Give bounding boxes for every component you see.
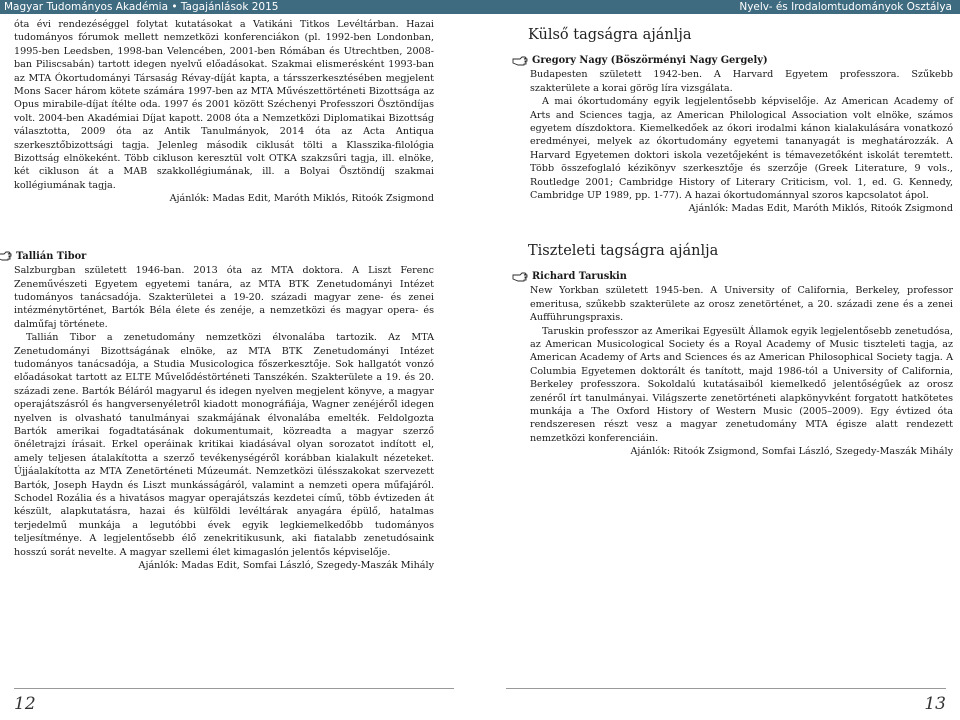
recommenders: Ajánlók: Madas Edit, Maróth Miklós, Ritoók Zsigmond <box>169 193 434 205</box>
header-journal: Magyar Tudományos Akadémia • Tagajánlások 2015 <box>0 0 480 14</box>
continued-paragraph: ótа évi rendezéséggel folytat kutatásokat a Vatikáni Titkos Levéltárban. Hazai tudományos fórumok mellett nemzetközi konferenciákon (pl. 1992-ben Londonban, 1995-ben Leedsben, 1998-ban Velencében, 2001-ben Rómában és Utrechtben, 2008-ban Piliscsabán) tartott idegen nyelvű előadásokat. Szakmai elismerésként 1993-ban az MTA Ókortudományi Társaság Révay-díját kapta, a társszerkesztésében megjelent Mons Sacer három kötete számára 1997-ben az MTA Művészettörténeti Bizottsága az Opus mirabile-díjat ítélte oda. 1997 és 2001 között Széchenyi Professzori Ösztöndíjas volt. 2004-ben Akadémiai Díjat kapott. 2008 óta a Nemzetközi Diplomatikai Bizottság választotta, 2009 óta az Antik Tanulmányok, 2014 óta az Acta Antiqua szerkesztőbizottsági tagja. Jelenleg második ciklusát tölti a Klasszika-filológia Bizottság elnökeként. Több cikluson keresztül volt OTKA szakzsűri tagja, ill. elnöke, két cikluson át a MAB szakkollégiumának, ill. a Bolyai Ösztöndíj szakmai kollégiumának tagja. <box>14 19 434 191</box>
nominee-name: Gregory Nagy (Böszörményi Nagy Gergely) <box>532 55 768 66</box>
header-section: Nyelv- és Irodalomtudományok Osztálya <box>480 0 960 14</box>
recommenders: Ajánlók: Madas Edit, Somfai László, Szegedy-Maszák Mihály <box>138 560 434 572</box>
section-title-honorary: Tiszteleti tagságra ajánlja <box>528 242 719 259</box>
nominee-merits: Tallián Tibor a zenetudomány nemzetközi élvonalába tartozik. Az MTA Zenetudományi Bizottságának elnöke, az MTA BTK Zenetudományi Intézet tudományos tanácsadója, a Studia Musicologica főszerkesztője. Sok hallgatót vonzó előadásokat tartott az ELTE Művelődéstörténeti Tanszékén. Szakterülete a 19. és 20. századi zene. Bartók Béláról magyarul és idegen nyelven megjelent könyve, a magyar operajátszásról és hangversenyéletről kiadott monográfiája, Wagner zenéjéről idegen nyelven is olvasható tanulmányai szakmájának élvonalába emelték. Feldolgozta Bartók amerikai fogadtatásának dokumentumait, közreadta a magyar szerző önéletrajzi írásait. Erkel operáinak kritikai kiadásával olyan sorozatot indított el, amely teljesen átalakította a szerző tevékenységéről korábban kialakult nézeteket. Újjáalakította az MTA Zenetörténeti Múzeumát. Nemzetközi ülésszakokat szervezett Bartók, Joseph Haydn és Liszt munkásságáról, valamint a nemzeti opera műfajáról. Schodel Rozália és a hivatásos magyar operajátszás kezdetei című, több évtizeden át készült, alapkutatásra, hazai és külföldi levéltárak anyagára épülő, hatalmas terjedelmű munkája a legutóbbi évek egyik legkiemelkedőbb tudományos teljesítménye. A legjelentősebb élő zenekritikusunk, aki fiatalabb zenetudósaink hosszú sorát nevelte. A magyar szellemi élet kimagaslón jelentős képviselője. <box>14 332 434 558</box>
nominee-entry <box>530 270 953 459</box>
hand-pointing-icon <box>512 272 528 282</box>
recommenders: Ajánlók: Madas Edit, Maróth Miklós, Ritoók Zsigmond <box>688 203 953 215</box>
hand-pointing-icon <box>0 251 12 261</box>
section-title-external: Külső tagságra ajánlja <box>528 27 692 43</box>
footer-divider <box>506 688 946 689</box>
hand-pointing-icon <box>512 56 528 66</box>
recommenders: Ajánlók: Ritoók Zsigmond, Somfai László, Szegedy-Maszák Mihály <box>630 446 953 458</box>
nominee-name: Richard Taruskin <box>532 270 627 282</box>
right-column <box>530 18 953 459</box>
footer-divider <box>14 688 454 689</box>
nominee-merits: Taruskin professzor az Amerikai Egyesült Államok egyik legjelentősebb zenetudósa, az American Musicological Society és a Royal Academy of Music tiszteleti tagja, az American Academy of Arts and Sciences és az American Philosophical Society tagja. A Columbia Egyetemen doktorált és tanított, majd 1986-tól a University of California, Berkeley professzora. Sokoldalú kutatásaiból kiemelkedő jelentőségűek az orosz zenéről írt tanulmányai. Világszerte zenetörténeti alapkönyvként forgatott hatkötetes munkája a The Oxford History of Western Music (2005–2009). Egy évtized óta rendszeresen részt vesz a magyar zenetudomány MTA égisze alatt rendezett nemzetközi konferenciáin. <box>530 325 953 444</box>
left-column <box>14 18 434 572</box>
nominee-bio: Salzburgban született 1946-ban. 2013 óta az MTA doktora. A Liszt Ferenc Zeneművészeti Egyetem egyetemi tanára, az MTA BTK Zenetudományi Intézet tudományos tanácsadója. Szakterületei a 19-20. századi magyar zene- és zenei intézménytörténet, Bartók Béla élete és zenéje, a nemzetközi és magyar opera- és dalműfaj története. <box>14 265 434 330</box>
page-number-right: 13 <box>924 694 946 714</box>
nominee-name: Tallián Tibor <box>16 250 87 262</box>
nominee-merits: A mai ókortudomány egyik legjelentősebb képviselője. Az American Academy of Arts and Sciences tagja, az American Philological Association volt elnöke, számos egyetem díszdoktora. Kiemelkedőek az ókori irodalmi kánon kialakulására vonatkozó eredményei, melyek az ókortudomány egyetemi tananyagát is meghatározzák. A Harvard Egyetemen doktori iskola vezetőjeként is témavezetőként iskolát teremtett. Több összefoglaló kézikönyv szerkesztője és szerzője (Greek Literature, 9 vols., Routledge 2001; Cambridge History of Literary Criticism, vol. 1, ed. G. Kennedy, Cambridge UP 1989, pp. 1-77). A hazai ókortudománnyal szoros kapcsolatot ápol. <box>530 96 953 202</box>
nominee-bio: Budapesten született 1942-ben. A Harvard Egyetem professzora. Szűkebb szakterülete a korai görög líra vizsgálata. <box>530 69 953 94</box>
nominee-entry <box>530 54 953 216</box>
page-number-left: 12 <box>14 694 36 714</box>
nominee-entry <box>14 250 434 573</box>
nominee-bio: New Yorkban született 1945-ben. A University of California, Berkeley, professor emeritusa, szűkebb szakterülete az orosz zenetörténet, a 20. századi zene és a zenei Aufführungspraxis. <box>530 285 953 324</box>
